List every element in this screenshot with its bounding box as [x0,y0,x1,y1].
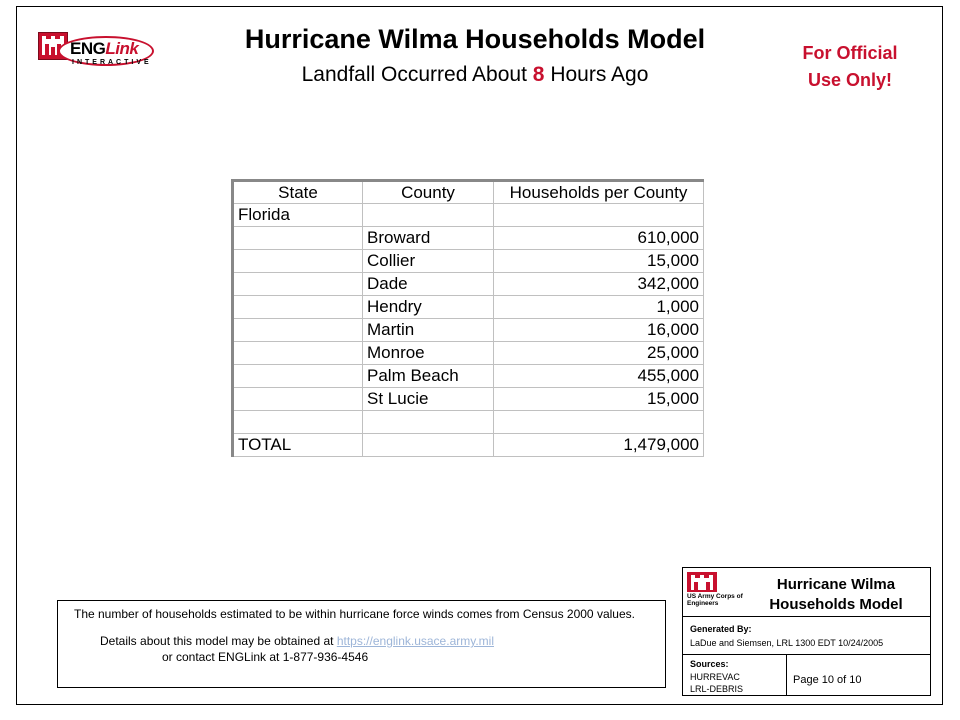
table-row [233,204,704,227]
logo-subtitle: INTERACTIVE [72,59,152,66]
county-cell: Broward [363,227,494,250]
state-cell [233,342,363,365]
usace-logo [687,572,745,612]
logo-wordmark: ENGLink [70,39,139,58]
info-block [682,567,931,696]
table-row [233,273,704,296]
county-cell: Palm Beach [363,365,494,388]
county-cell: Hendry [363,296,494,319]
source-item: HURREVAC [690,672,740,682]
households-cell: 15,000 [494,388,704,411]
households-table [231,179,704,457]
official-use-notice: For Official Use Only! [802,43,898,90]
households-cell: 342,000 [494,273,704,296]
table-header-row [233,181,704,204]
state-cell: TOTAL [233,434,363,457]
state-cell [233,319,363,342]
table-row [233,227,704,250]
hours-value: 8 [532,63,545,86]
state-cell [233,388,363,411]
page-number: Page 10 of 10 [793,674,862,686]
county-cell: St Lucie [363,388,494,411]
usace-text: US Army Corps of Engineers [687,593,743,607]
households-cell [494,411,704,434]
source-item: LRL-DEBRIS [690,684,744,694]
divider [786,654,787,696]
sources-label: Sources: [690,659,729,669]
contact-note: or contact ENGLink at 1-877-936-4546 [162,650,369,664]
state-cell: Florida [233,204,363,227]
county-cell [363,411,494,434]
county-cell [363,434,494,457]
state-cell [233,250,363,273]
header-county: County [363,181,494,204]
englink-url-link[interactable]: https://englink.usace.army.mil [336,634,494,648]
englink-logo [38,32,154,76]
households-cell: 455,000 [494,365,704,388]
table-row [233,342,704,365]
households-cell: 610,000 [494,227,704,250]
header-households: Households per County [494,181,704,204]
page-title: Hurricane Wilma Households Model [244,24,706,54]
usace-castle-icon [687,572,717,592]
details-note: Details about this model may be obtained at https://englink.usace.army.mil [100,634,494,648]
generated-by-value: LaDue and Siemsen, LRL 1300 EDT 10/24/2005 [690,638,884,648]
households-cell [494,204,704,227]
table-row [233,296,704,319]
divider [683,616,930,617]
state-cell [233,365,363,388]
table-row [233,434,704,457]
county-cell: Collier [363,250,494,273]
table-row [233,411,704,434]
table-row [233,365,704,388]
state-cell [233,296,363,319]
county-cell: Martin [363,319,494,342]
state-cell [233,411,363,434]
table-row [233,250,704,273]
census-note: The number of households estimated to be within hurricane force winds comes from Census 2000 values. [74,607,635,621]
info-title: Hurricane Wilma Households Model [769,576,903,613]
county-cell: Monroe [363,342,494,365]
state-cell [233,273,363,296]
generated-by-label: Generated By: [690,624,752,634]
county-cell [363,204,494,227]
model-notes [57,600,666,688]
households-cell: 16,000 [494,319,704,342]
page-subtitle: Landfall Occurred About 8 Hours Ago [301,63,649,86]
header-state: State [233,181,363,204]
table-row [233,388,704,411]
households-cell: 1,479,000 [494,434,704,457]
table-row [233,319,704,342]
county-cell: Dade [363,273,494,296]
divider [683,654,930,655]
households-cell: 25,000 [494,342,704,365]
households-cell: 1,000 [494,296,704,319]
state-cell [233,227,363,250]
households-cell: 15,000 [494,250,704,273]
